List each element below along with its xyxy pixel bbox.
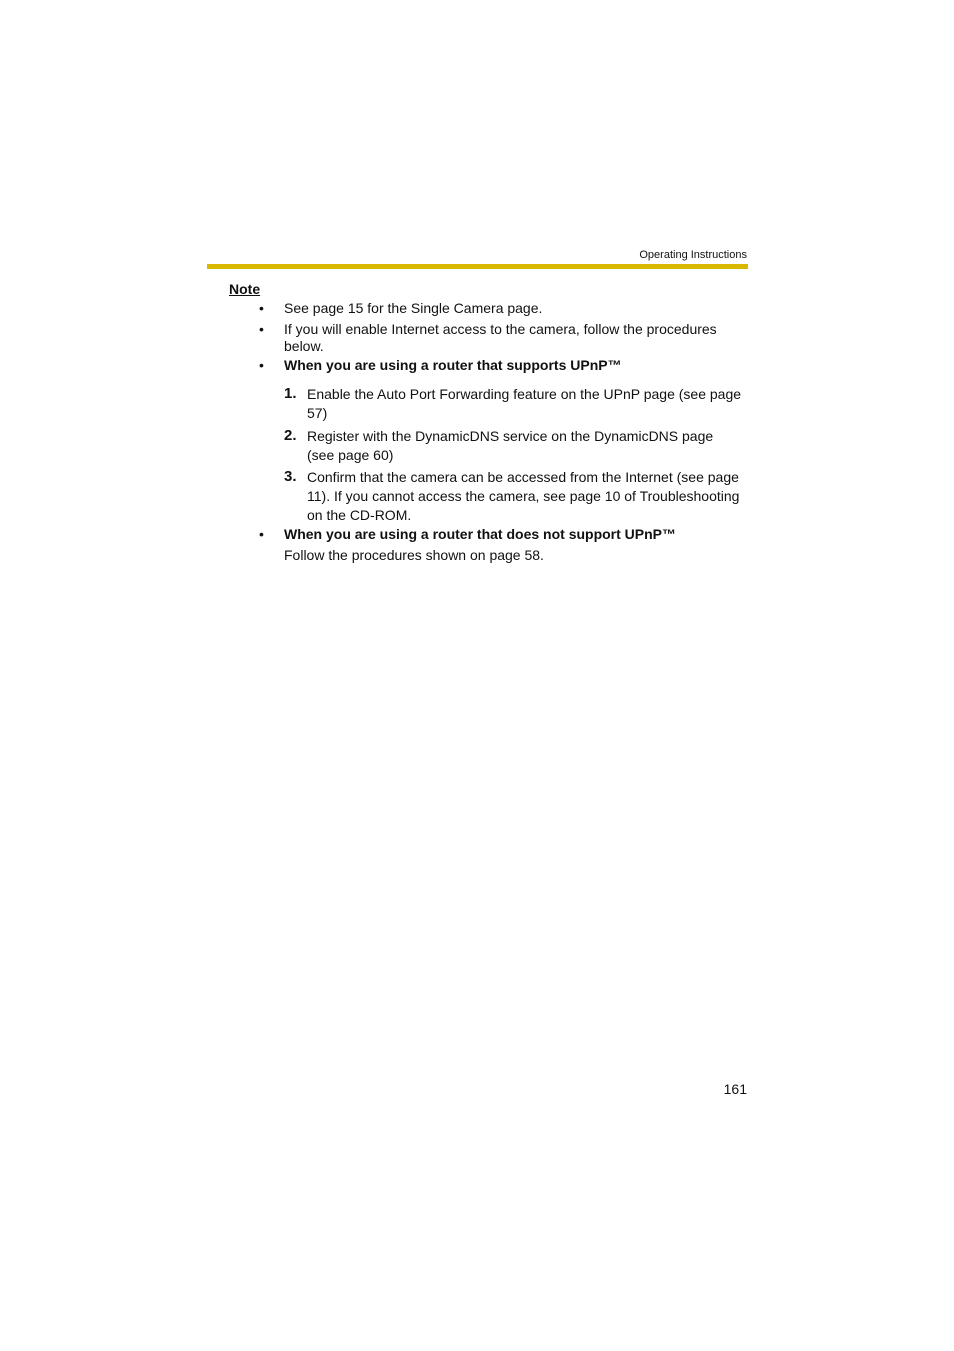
upnp-heading-text: When you are using a router that supports UPnP™ [284, 357, 622, 373]
step-number: 1. [284, 385, 297, 402]
step-number: 3. [284, 468, 297, 485]
no-upnp-text: Follow the procedures shown on page 58. [284, 547, 544, 563]
step-number: 2. [284, 427, 297, 444]
step-text: Confirm that the camera can be accessed from the Internet (see page 11). If you cannot access the camera, see page 10 of Troubleshooting on the CD-ROM. [307, 469, 740, 523]
note-heading: Note [229, 281, 261, 297]
bullet-marker: • [259, 526, 264, 542]
no-upnp-heading-text: When you are using a router that does not support UPnP™ [284, 526, 677, 542]
step-text: Enable the Auto Port Forwarding feature on the UPnP page (see page 57) [307, 386, 742, 421]
bullet-marker: • [259, 321, 264, 337]
header-title: Operating Instructions [639, 249, 747, 261]
bullet-marker: • [259, 357, 264, 373]
header-rule [207, 264, 748, 269]
page-number: 161 [723, 1081, 747, 1097]
bullet-marker: • [259, 300, 264, 316]
bullet-text: See page 15 for the Single Camera page. [284, 300, 543, 316]
step-text: Register with the DynamicDNS service on the DynamicDNS page (see page 60) [307, 428, 714, 463]
bullet-text: If you will enable Internet access to the camera, follow the procedures below. [284, 321, 717, 354]
